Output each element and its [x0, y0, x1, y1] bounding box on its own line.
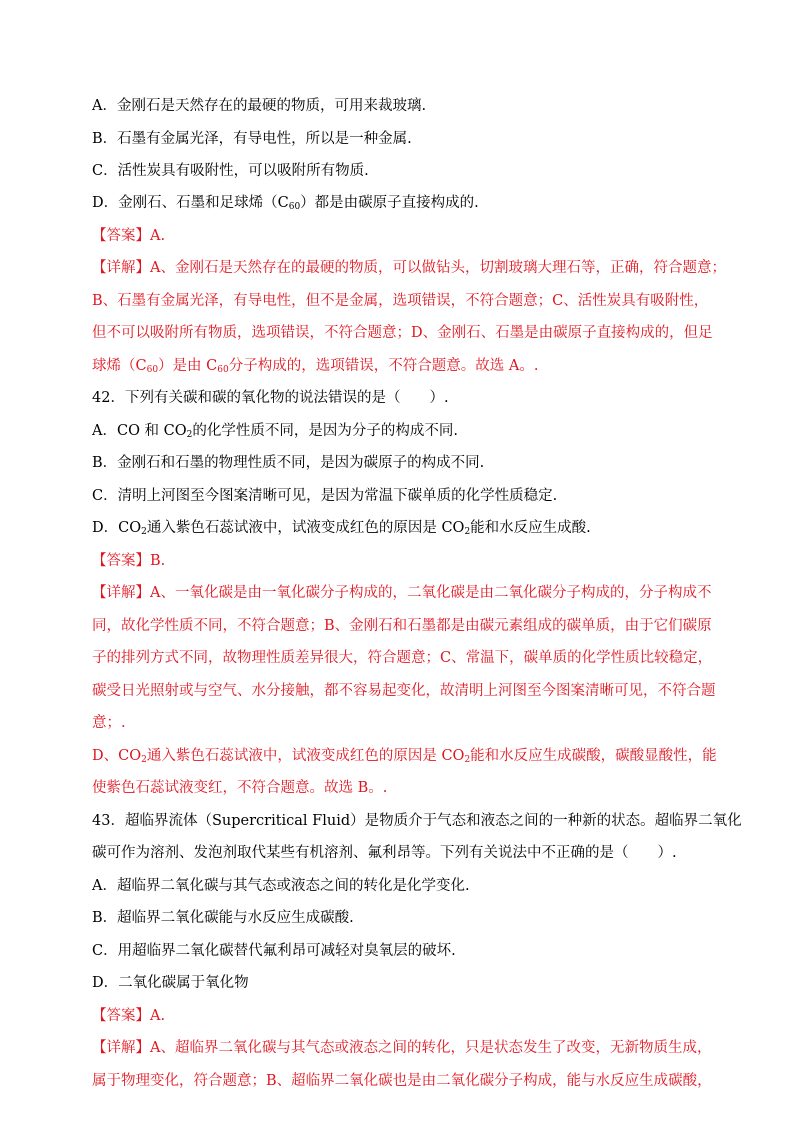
explanation-line: 同，故化学性质不同，不符合题意；B、金刚石和石墨都是由碳元素组成的碳单质，由于它们碳原 [92, 618, 712, 634]
option-b: B．超临界二氧化碳能与水反应生成碳酸. [92, 910, 354, 926]
option-b: B．金刚石和石墨的物理性质不同，是因为碳原子的构成不同. [92, 455, 485, 471]
explanation-line: 碳受日光照射或与空气、水分接触，都不容易起变化，故清明上河图至今图案清晰可见，不符合题 [92, 683, 716, 699]
option-b: B．石墨有金属光泽，有导电性，所以是一种金属. [92, 131, 412, 147]
question-43-continued: 碳可作为溶剂、发泡剂取代某些有机溶剂、氟利昂等。下列有关说法中不正确的是（ ）. [92, 845, 677, 861]
explanation-line: B、石墨有金属光泽，有导电性，但不是金属，选项错误，不符合题意；C、活性炭具有吸附性， [92, 293, 709, 309]
explanation-line: 意；. [92, 715, 126, 731]
option-d: D．二氧化碳属于氧化物 [92, 975, 249, 991]
option-a: A．CO 和 $CO_2$的化学性质不同，是因为分子的构成不同. [92, 423, 458, 440]
option-a: A．金刚石是天然存在的最硬的物质，可用来裁玻璃. [92, 98, 427, 114]
answer-label: 【答案】B. [92, 553, 166, 569]
option-c: C．活性炭具有吸附性，可以吸附所有物质. [92, 163, 369, 179]
option-d: D．$CO_2$通入紫色石蕊试液中，试液变成红色的原因是 $CO_2$能和水反应生成酸. [92, 520, 591, 537]
answer-label: 【答案】A. [92, 1008, 166, 1024]
question-42: 42．下列有关碳和碳的氧化物的说法错误的是（ ）. [92, 390, 449, 406]
explanation-line: 子的排列方式不同，故物理性质差异很大，符合题意；C、常温下，碳单质的化学性质比较稳定， [92, 650, 713, 666]
question-43: 43．超临界流体（Supercritical Fluid）是物质介于气态和液态之间的一种新的状态。超临界二氧化 [92, 813, 742, 829]
explanation-line: 【详解】A、金刚石是天然存在的最硬的物质，可以做钻头，切割玻璃大理石等，正确，符合题意； [92, 260, 726, 276]
explanation-line: D、$CO_2$通入紫色石蕊试液中，试液变成红色的原因是 $CO_2$能和水反应生成碳酸，碳酸显酸性，能 [92, 748, 717, 765]
option-c: C．清明上河图至今图案清晰可见，是因为常温下碳单质的化学性质稳定. [92, 488, 558, 504]
option-a: A．超临界二氧化碳与其气态或液态之间的转化是化学变化. [92, 878, 470, 894]
option-c: C．用超临界二氧化碳替代氟利昂可减轻对臭氧层的破坏. [92, 943, 456, 959]
explanation-line: 球烯$(C_{60})$是由 $C_{60}$分子构成的，选项错误，不符合题意。故选 A。. [92, 358, 539, 375]
explanation-line: 【详解】A、超临界二氧化碳与其气态或液态之间的转化，只是状态发生了改变，无新物质生成， [92, 1040, 712, 1056]
explanation-line: 但不可以吸附所有物质，选项错误，不符合题意；D、金刚石、石墨是由碳原子直接构成的，但足 [92, 325, 713, 341]
explanation-line: 使紫色石蕊试液变红，不符合题意。故选 B。. [92, 780, 388, 796]
option-d: D．金刚石、石墨和足球烯$(C_{60})$都是由碳原子直接构成的. [92, 195, 479, 212]
explanation-line: 属于物理变化，符合题意；B、超临界二氧化碳也是由二氧化碳分子构成，能与水反应生成碳酸， [92, 1073, 712, 1089]
explanation-line: 【详解】A、一氧化碳是由一氧化碳分子构成的，二氧化碳是由二氧化碳分子构成的，分子构成不 [92, 585, 712, 601]
answer-label: 【答案】A. [92, 228, 166, 244]
